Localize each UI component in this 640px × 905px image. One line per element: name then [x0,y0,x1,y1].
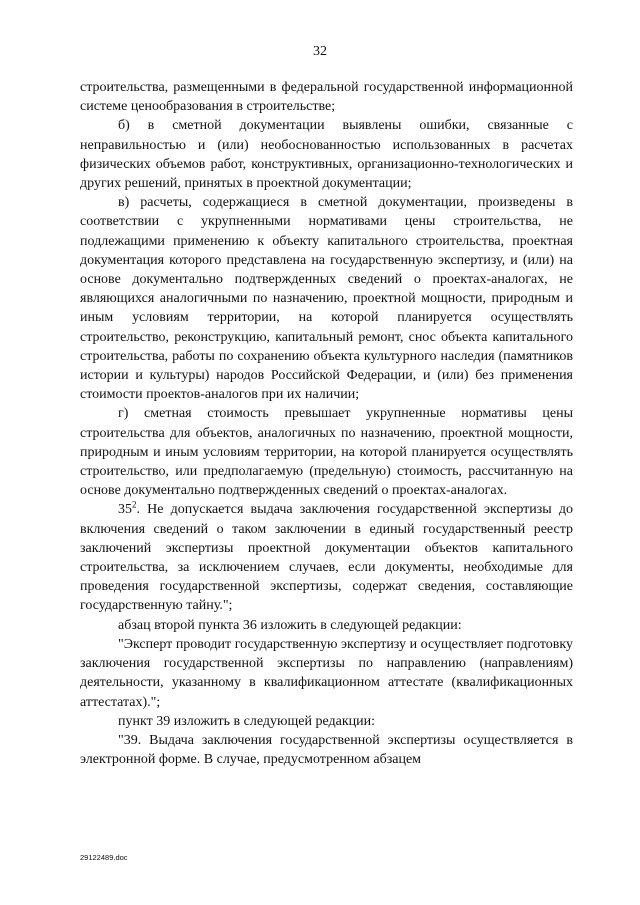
paragraph-amendment-39: пункт 39 изложить в следующей редакции: [118,713,375,729]
clause-number: 35 [118,502,132,518]
document-body [80,78,573,769]
paragraph-item-b: б) в сметной документации выявлены ошибки, связанные с неправильностью и (или) необоснованностью использованных в расчетах физических объемов работ, конструктивных, организационно-технологических и других решений, принятых в проектной документации; [80,118,573,192]
paragraph-clause-35-2 [80,500,573,615]
clause-text: . Не допускается выдача заключения государственной экспертизы до включения сведений о таком заключении в единый государственный реестр заключений экспертизы проектной документации объектов капитального строительства, за исключением случаев, если документы, необходимые для проведения государственной экспертизы, содержат сведения, составляющие государственную тайну."; [80,502,573,614]
paragraph-item-g: г) сметная стоимость превышает укрупненные нормативы цены строительства для объектов, аналогичных по назначению, проектной мощности, природным и иным условиям территории, на которой планируется осуществлять строительство, или предполагаемую (предельную) стоимость, рассчитанную на основе документально подтвержденных сведений о проектах-аналогах. [80,406,573,499]
paragraph-amendment-36: абзац второй пункта 36 изложить в следующей редакции: [118,617,462,633]
paragraph-continuation: строительства, размещенными в федеральной государственной информационной системе ценообразования в строительстве; [80,80,573,115]
paragraph-item-v: в) расчеты, содержащиеся в сметной документации, произведены в соответствии с укрупненными нормативами цены строительства, не подлежащими применению к объекту капитального строительства, проектная документация которого представлена на государственную экспертизу, и (или) на основе документально подтвержденных сведений о проектах-аналогах, не являющихся аналогичными по назначению, проектной мощности, природным и иным условиям территории, на которой планируется осуществлять строительство, реконструкцию, капитальный ремонт, снос объекта капитального строительства, работы по сохранению объекта культурного наследия (памятников истории и культуры) народов Российской Федерации, и (или) без применения стоимости проектов-аналогов при их наличии; [80,195,573,403]
clause-superscript: 2 [132,499,137,510]
paragraph-quote-expert: "Эксперт проводит государственную экспертизу и осуществляет подготовку заключения государственной экспертизы по направлению (направлениям) деятельности, указанному в квалификационном аттестате (квалификационных аттестатах)."; [80,636,573,710]
page-number: 32 [313,44,327,59]
paragraph-quote-39: "39. Выдача заключения государственной экспертизы осуществляется в электронной форме. В случае, предусмотренном абзацем [80,732,573,768]
footer-filename: 29122489.doc [80,853,128,862]
